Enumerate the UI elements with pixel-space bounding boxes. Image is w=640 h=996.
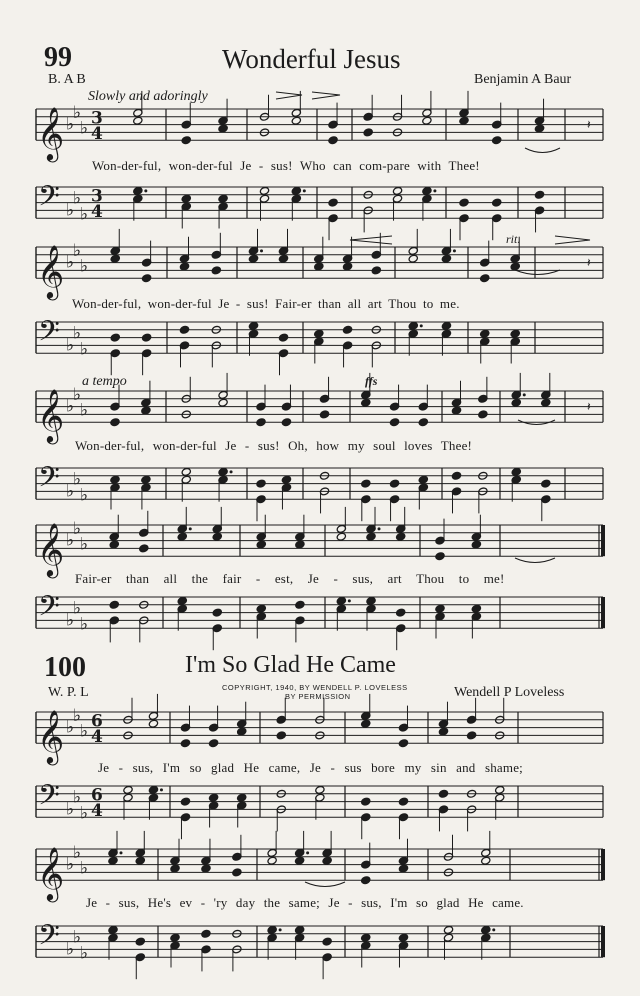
note-head (361, 933, 371, 942)
note-head (135, 937, 145, 946)
note-head (177, 532, 187, 541)
hymn-99-lyric-line: Won-der-ful, won-der-ful Je - sus! Oh, how my soul loves Thee! (75, 438, 473, 453)
note-head (315, 785, 325, 794)
note-head (471, 540, 481, 549)
note-head (179, 262, 189, 271)
note-head (141, 475, 151, 484)
hymn-100-copyright: COPYRIGHT, 1940, BY WENDELL P. LOVELESS (222, 683, 408, 692)
flat-icon: ♭ (73, 598, 82, 619)
flat-icon: ♭ (66, 335, 75, 356)
note-head (295, 600, 305, 609)
note-head (361, 479, 371, 488)
bass-clef-icon: 𝄢 (38, 919, 60, 959)
note-head (396, 608, 406, 617)
note-head (141, 406, 151, 415)
note-head (451, 471, 461, 480)
flat-icon: ♭ (73, 102, 82, 123)
tie (525, 148, 560, 153)
note-head (109, 540, 119, 549)
note-head (342, 325, 352, 334)
hymn-100-permission: BY PERMISSION (285, 692, 351, 701)
note-head (148, 719, 158, 728)
tie (515, 558, 555, 563)
dot (144, 189, 147, 192)
hymn-100-lyric-line: Je - sus, I'm so glad He came, Je - sus bore my sin and shame; (98, 760, 523, 775)
treble-clef-icon: 𝄞 (37, 244, 65, 299)
note-head (492, 198, 502, 207)
note-head (291, 186, 301, 195)
flat-icon: ♭ (73, 323, 82, 344)
note-head (389, 418, 399, 427)
note-head (211, 266, 221, 275)
note-head (322, 937, 332, 946)
note-head (256, 418, 266, 427)
note-head (459, 116, 469, 125)
note-head (478, 410, 488, 419)
flat-icon: ♭ (73, 384, 82, 405)
time-signature-bottom: 4 (91, 727, 103, 748)
note-head (256, 604, 266, 613)
note-head (110, 333, 120, 342)
note-head (451, 406, 461, 415)
flat-icon: ♭ (73, 842, 82, 863)
note-head (459, 198, 469, 207)
flat-icon: ♭ (80, 534, 89, 555)
note-head (441, 321, 451, 330)
flat-icon: ♭ (80, 858, 89, 879)
flat-icon: ♭ (66, 717, 75, 738)
time-signature-bottom: 4 (91, 801, 103, 822)
note-head (181, 136, 191, 145)
dot (189, 527, 192, 530)
note-head (278, 333, 288, 342)
note-head (480, 329, 490, 338)
hymn-99-author: Benjamin A Baur (474, 72, 572, 87)
dot (378, 527, 381, 530)
note-head (177, 596, 187, 605)
flat-icon: ♭ (80, 256, 89, 277)
flat-icon: ♭ (66, 396, 75, 417)
note-head (212, 532, 222, 541)
dot (260, 249, 263, 252)
note-head (259, 186, 269, 195)
flat-icon: ♭ (66, 481, 75, 502)
time-signature-bottom: 4 (91, 202, 103, 223)
flat-icon: ♭ (73, 518, 82, 539)
note-head (441, 254, 451, 263)
dot (453, 249, 456, 252)
flat-icon: ♭ (66, 114, 75, 135)
note-head (396, 532, 406, 541)
note-head (170, 864, 180, 873)
note-head (534, 190, 544, 199)
treble-clef-icon: 𝄞 (37, 388, 65, 443)
note-head (218, 124, 228, 133)
note-head (438, 789, 448, 798)
note-head (510, 329, 520, 338)
note-head (248, 254, 258, 263)
hymn-99-title: Wonderful Jesus (222, 44, 401, 74)
note-head (492, 136, 502, 145)
note-head (398, 797, 408, 806)
note-head (422, 186, 432, 195)
note-head (342, 262, 352, 271)
note-head (319, 410, 329, 419)
hymn-99-lyric-line: Won-der-ful, won-der-ful Je - sus! Fair-er than all art Thou to me. (72, 296, 460, 311)
bass-clef-icon: 𝄢 (38, 315, 60, 355)
hymn-99-initials: B. A B (48, 72, 86, 87)
time-signature-bottom: 4 (91, 124, 103, 145)
note-head (123, 785, 133, 794)
note-head (398, 864, 408, 873)
note-head (328, 136, 338, 145)
rest-icon: 𝄽 (587, 117, 591, 132)
bass-clef-icon: 𝄢 (38, 461, 60, 501)
note-head (366, 532, 376, 541)
note-head (443, 925, 453, 934)
flat-icon: ♭ (80, 400, 89, 421)
note-head (481, 856, 491, 865)
note-head (110, 254, 120, 263)
dot (420, 324, 423, 327)
hymn-100-author: Wendell P Loveless (454, 685, 565, 700)
note-head (201, 864, 211, 873)
note-head (295, 540, 305, 549)
note-head (398, 739, 408, 748)
note-head (435, 552, 445, 561)
note-head (361, 398, 371, 407)
note-head (480, 274, 490, 283)
flat-icon: ♭ (80, 204, 89, 225)
hymn-99-number: 99 (44, 42, 72, 73)
time-signature-top: 3 (91, 108, 103, 129)
note-head (218, 398, 228, 407)
note-head (418, 475, 428, 484)
crescendo-icon (350, 236, 392, 244)
note-head (438, 727, 448, 736)
note-head (212, 608, 222, 617)
note-head (291, 116, 301, 125)
note-head (141, 333, 151, 342)
note-head (322, 856, 332, 865)
flat-icon: ♭ (73, 705, 82, 726)
hymn-100-lyric-line: Je - sus, He's ev - 'ry day the same; Je - sus, I'm so glad He came. (86, 895, 524, 910)
flat-icon: ♭ (66, 530, 75, 551)
note-head (495, 785, 505, 794)
note-head (371, 266, 381, 275)
treble-clef-icon: 𝄞 (37, 522, 65, 577)
dot (230, 470, 233, 473)
note-head (471, 604, 481, 613)
flat-icon: ♭ (66, 610, 75, 631)
decrescendo-icon (555, 236, 590, 244)
flat-icon: ♭ (73, 188, 82, 209)
note-head (278, 254, 288, 263)
flat-icon: ♭ (66, 200, 75, 221)
note-head (363, 128, 373, 137)
note-head (314, 329, 324, 338)
note-head (336, 596, 346, 605)
note-head (466, 731, 476, 740)
note-head (392, 186, 402, 195)
dot (523, 393, 526, 396)
hymn-100-number: 100 (44, 652, 86, 683)
dot (433, 189, 436, 192)
note-head (435, 604, 445, 613)
treble-clef-icon: 𝄞 (37, 709, 65, 764)
dot (279, 928, 282, 931)
note-head (110, 418, 120, 427)
flat-icon: ♭ (66, 939, 75, 960)
hymn-99-tempo: Slowly and adoringly (88, 89, 208, 104)
dot (120, 851, 123, 854)
note-head (314, 262, 324, 271)
note-head (109, 600, 119, 609)
note-head (170, 933, 180, 942)
hymn-100-title: I'm So Glad He Came (185, 652, 396, 678)
dot (492, 928, 495, 931)
note-head (422, 116, 432, 125)
bass-clef-icon: 𝄢 (38, 180, 60, 220)
note-head (181, 194, 191, 203)
note-head (201, 929, 211, 938)
flat-icon: ♭ (66, 854, 75, 875)
note-head (181, 467, 191, 476)
rest-icon: 𝄽 (587, 399, 591, 414)
decrescendo-icon (276, 92, 302, 99)
note-head (248, 321, 258, 330)
note-head (108, 925, 118, 934)
note-head (179, 325, 189, 334)
flat-icon: ♭ (73, 787, 82, 808)
flat-icon: ♭ (73, 927, 82, 948)
note-head (256, 540, 266, 549)
note-head (237, 727, 247, 736)
dot (306, 851, 309, 854)
note-head (180, 739, 190, 748)
crescendo-icon (312, 92, 340, 99)
flat-icon: ♭ (80, 118, 89, 139)
flat-icon: ♭ (66, 252, 75, 273)
note-head (208, 739, 218, 748)
note-head (294, 925, 304, 934)
note-head (511, 398, 521, 407)
note-head (148, 785, 158, 794)
note-head (361, 719, 371, 728)
note-head (418, 418, 428, 427)
note-head (133, 186, 143, 195)
note-head (534, 124, 544, 133)
flat-icon: ♭ (80, 943, 89, 964)
note-head (361, 797, 371, 806)
time-signature-top: 6 (91, 785, 103, 806)
note-head (398, 933, 408, 942)
note-head (408, 254, 418, 263)
note-head (276, 731, 286, 740)
dot (303, 189, 306, 192)
flat-icon: ♭ (73, 240, 82, 261)
note-head (541, 479, 551, 488)
note-head (141, 274, 151, 283)
note-head (139, 544, 149, 553)
flat-icon: ♭ (80, 614, 89, 635)
note-head (218, 467, 228, 476)
note-head (180, 797, 190, 806)
hymn-99-lyric-line: Won-der-ful, won-der-ful Je - sus! Who can com-pare with Thee! (92, 158, 480, 173)
dot (348, 599, 351, 602)
flat-icon: ♭ (80, 485, 89, 506)
flat-icon: ♭ (80, 803, 89, 824)
note-head (256, 479, 266, 488)
flat-icon: ♭ (66, 799, 75, 820)
note-head (361, 876, 371, 885)
note-head (366, 596, 376, 605)
note-head (389, 479, 399, 488)
flat-icon: ♭ (80, 339, 89, 360)
treble-clef-icon: 𝄞 (37, 106, 65, 161)
hymn-99-dynamic: ffs (365, 374, 378, 388)
bass-clef-icon: 𝄢 (38, 779, 60, 819)
note-head (511, 467, 521, 476)
note-head (481, 925, 491, 934)
note-head (218, 194, 228, 203)
note-head (281, 418, 291, 427)
treble-clef-icon: 𝄞 (37, 846, 65, 901)
dot (160, 788, 163, 791)
note-head (328, 198, 338, 207)
time-signature-top: 6 (91, 711, 103, 732)
flat-icon: ♭ (80, 721, 89, 742)
note-head (267, 856, 277, 865)
note-head (541, 398, 551, 407)
note-head (208, 793, 218, 802)
note-head (135, 856, 145, 865)
note-head (267, 925, 277, 934)
note-head (237, 793, 247, 802)
note-head (408, 321, 418, 330)
note-head (281, 475, 291, 484)
note-head (294, 856, 304, 865)
note-head (108, 856, 118, 865)
note-head (232, 868, 242, 877)
rest-icon: 𝄽 (587, 255, 591, 270)
note-head (133, 116, 143, 125)
tie (305, 882, 345, 887)
note-head (110, 475, 120, 484)
note-head (336, 532, 346, 541)
flat-icon: ♭ (73, 469, 82, 490)
hymn-100-initials: W. P. L (48, 685, 89, 700)
hymn-99-rit: rit. (506, 232, 521, 246)
hymn-99-lyric-line: Fair-er than all the fair - est, Je - sus, art Thou to me! (75, 571, 505, 586)
time-signature-top: 3 (91, 186, 103, 207)
bass-clef-icon: 𝄢 (38, 590, 60, 630)
hymn-99-a-tempo: a tempo (82, 374, 127, 389)
